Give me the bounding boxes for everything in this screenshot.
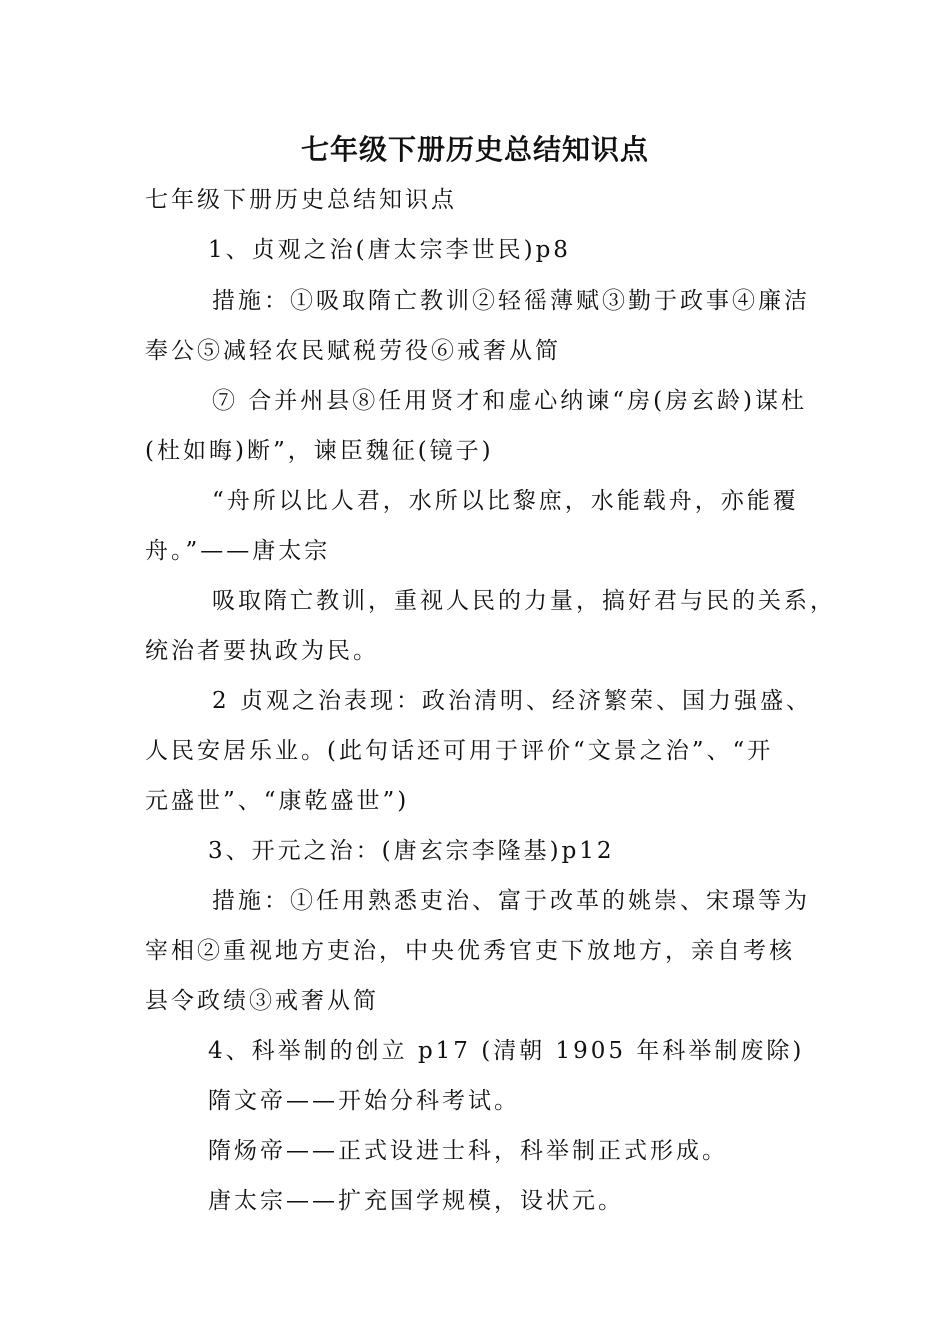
document-title: 七年级下册历史总结知识点 xyxy=(300,133,649,166)
text-line: 隋文帝——开始分科考试。 xyxy=(208,1088,520,1114)
text-line: 统治者要执政为民。 xyxy=(145,638,379,664)
text-line: 唐太宗——扩充国学规模，设状元。 xyxy=(208,1188,624,1214)
text-line: 吸取隋亡教训，重视人民的力量，搞好君与民的关系， xyxy=(212,588,836,614)
quote-line: “舟所以比人君，水所以比黎庶，水能载舟，亦能覆 xyxy=(212,488,799,514)
text-line: 人民安居乐业。(此句话还可用于评价“文景之治”、“开 xyxy=(145,738,774,764)
text-line: (杜如晦)断”，谏臣魏征(镜子) xyxy=(145,438,494,464)
text-line: 元盛世”、“康乾盛世”) xyxy=(145,788,410,814)
text-line: 3、开元之治：(唐玄宗李隆基)p12 xyxy=(208,838,615,864)
text-line: 措施：①任用熟悉吏治、富于改革的姚崇、宋璟等为 xyxy=(212,888,810,914)
text-line: 奉公⑤减轻农民赋税劳役⑥戒奢从简 xyxy=(145,338,561,364)
text-line: 隋炀帝——正式设进士科，科举制正式形成。 xyxy=(208,1138,728,1164)
text-line: ⑦ 合并州县⑧任用贤才和虚心纳谏“房(房玄龄)谋杜 xyxy=(212,388,808,414)
text-line: 4、科举制的创立 p17 (清朝 1905 年科举制废除) xyxy=(208,1038,805,1064)
quote-line: 舟。”——唐太宗 xyxy=(145,538,331,564)
subtitle-line: 七年级下册历史总结知识点 xyxy=(145,187,457,213)
text-line: 1、贞观之治(唐太宗李世民)p8 xyxy=(208,237,571,263)
text-line: 2 贞观之治表现：政治清明、经济繁荣、国力强盛、 xyxy=(212,688,812,714)
text-line: 县令政绩③戒奢从简 xyxy=(145,988,379,1014)
text-line: 措施：①吸取隋亡教训②轻徭薄赋③勤于政事④廉洁 xyxy=(212,288,810,314)
text-line: 宰相②重视地方吏治，中央优秀官吏下放地方，亲自考核 xyxy=(145,938,795,964)
